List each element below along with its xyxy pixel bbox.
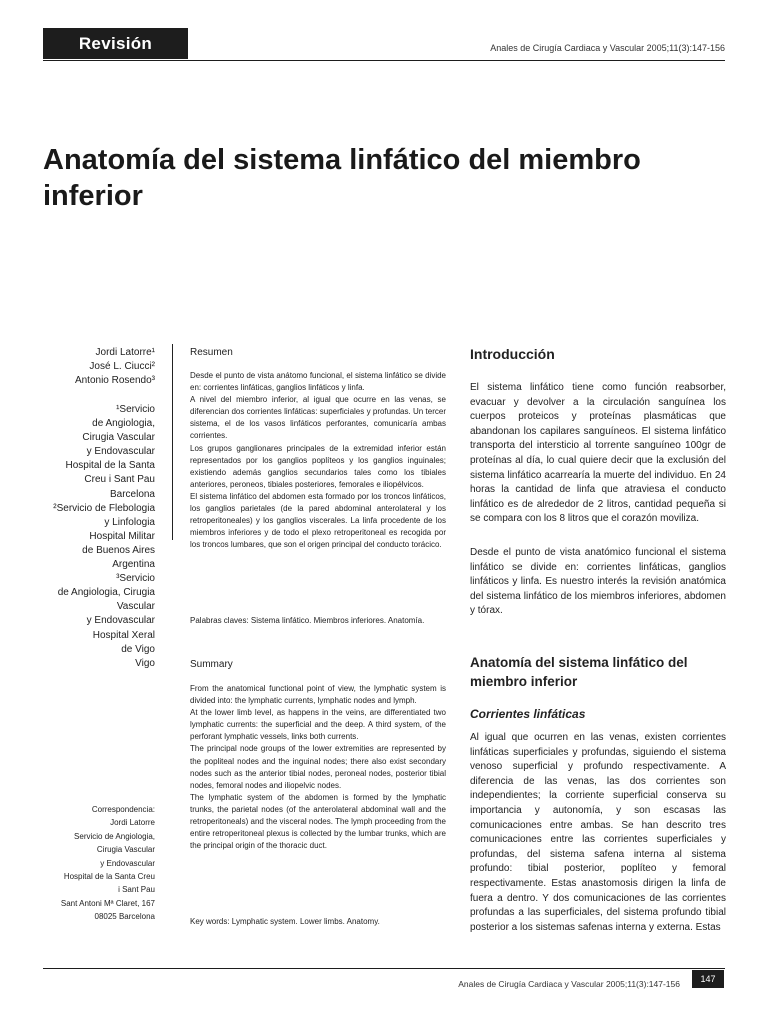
author-list [40,346,155,388]
affiliations [40,403,155,671]
affiliation-line: Hospital Xeral [92,629,155,641]
affiliation-line: Creu i Sant Pau [84,474,155,486]
resumen-body [190,370,446,551]
header-rule [43,60,725,61]
section-tag: Revisión [43,28,188,59]
correspondence-line: Jordi Latorre [110,818,155,828]
section-heading: Anatomía del sistema linfático del miembro inferior [470,655,688,689]
resumen-paragraph: A nivel del miembro inferior, al igual que ocurre en las venas, se diferencian dos corrientes linfáticas: superficiales y profundas. Un tercer sistema, el de los vasos linfáticos perforantes, comunicaría ambas corrientes. [190,395,446,441]
author-name: José L. Ciucci² [89,361,155,372]
summary-body [190,683,446,852]
resumen-heading: Resumen [190,347,233,358]
affiliation-line: Vigo [135,657,155,669]
summary-paragraph: At the lower limb level, as happens in the veins, are differentiated two lymphatic currents: the superficial and the deep. A third system, of the perforant lymphatic vessels, links both currents. [190,708,446,742]
summary-paragraph: From the anatomical functional point of view, the lymphatic system is divided into: the lymphatic currents, lymphatic nodes and lymph. [190,684,446,706]
column-divider [172,344,173,540]
resumen-paragraph: El sistema linfático del abdomen esta formado por los troncos linfáticos, los ganglios parietales (de la pared abdominal anterolateral y los retroperitoneales) y los ganglios viscerales. La linfa procedente de los miembros inferiores y de todo el plexo retroperitoneal es recogida por los troncos lumbares, que son el origen principal del conducto torácico. [190,491,446,550]
affiliation-line: Argentina [112,559,155,571]
introduccion-paragraph-2: Desde el punto de vista anatómico funcional el sistema linfático se divide en: corrientes linfáticas, ganglios linfáticos y linfa. Es nuestro interés la revisión anatómica del sistema linfático de los miembros inferiores, abdomen y tórax. [470,547,726,617]
summary-paragraph: The principal node groups of the lower extremities are represented by the popliteal nodes and the inguinal nodes; there also exist secondary nodes such as the anterior tibial nodes, peroneal nodes, posterior tibial nodes, femoral nodes and iliopelvic nodes. [190,744,446,790]
correspondence-line: Sant Antoni Mª Claret, 167 [60,898,155,908]
affiliation-line: Cirugia Vascular [82,432,155,444]
correspondence-line: Hospital de la Santa Creu [63,872,155,882]
palabras-claves: Palabras claves: Sistema linfático. Miembros inferiores. Anatomía. [190,616,425,625]
introduccion-heading: Introducción [470,346,555,362]
correspondence-line: i Sant Pau [118,885,155,895]
subsection-heading: Corrientes linfáticas [470,707,586,721]
footer-citation: Anales de Cirugía Cardiaca y Vascular 2005;11(3):147-156 [458,979,680,989]
affiliation-line: ³Servicio [116,573,155,585]
affiliation-line: y Endovascular [86,446,155,458]
affiliation-line: Barcelona [109,488,155,500]
introduccion-paragraph-1: El sistema linfático tiene como función reabsorber, evacuar y devolver a la circulación sanguínea los cuerpos proteicos y proteínas plasmáticas que abandonan los capilares sanguíneos. El sistema linfático transporta del intersticio al torrente sanguíneo 100gr de proteínas al día, lo cual quiere decir que la exclusión del sistema linfático acarrearía la muerte del individuo. En 24 horas la cantidad de linfa que atraviesa el conducto linfático es de alrededor de 2 litros, cantidad pequeña si se compara con los 8 litros que el corazón moviliza. [470,382,726,525]
header-citation: Anales de Cirugía Cardiaca y Vascular 2005;11(3):147-156 [490,43,725,53]
author-name: Antonio Rosendo³ [74,375,155,386]
affiliation-line: ²Servicio de Flebologia [53,502,155,514]
affiliation-line: Hospital Militar [89,530,155,542]
affiliation-line: ¹Servicio [116,404,155,415]
affiliation-line: y Linfologia [104,516,155,528]
resumen-paragraph: Los grupos ganglionares principales de la extremidad inferior están representados por los ganglios poplíteos y los ganglios inguinales; existiendo además ganglios secundarios tales como los tibiales anteriores, peroneos, tibiales posteriores, femorales e iliopélvicos. [190,443,446,489]
affiliation-line: de Buenos Aires [82,544,155,556]
affiliation-line: de Angiologia, [92,418,155,430]
correspondence-line: 08025 Barcelona [94,912,155,922]
resumen-paragraph: Desde el punto de vista anátomo funcional, el sistema linfático se divide en: corrientes linfáticas, ganglios linfáticos y linfa. [190,371,446,393]
correspondence [40,803,155,924]
correspondence-line: y Endovascular [100,858,155,868]
summary-paragraph: The lymphatic system of the abdomen is formed by the lymphatic trunks, the parietal nodes (of the anterolateral abdominal wall and the retroperitoneals) and the visceral nodes. The lymph proceeding from the entire retroperitoneal plexus is collected by the lumbar trunks, which are the principal origin of the thoracic duct. [190,792,446,851]
affiliation-line: Vascular [116,601,155,613]
section-paragraph-1: Al igual que ocurren en las venas, existen corrientes linfáticas superficiales y profundas, siguiendo el sistema venoso superficial y profundo respectivamente. A diferencia de las venas, las dos corrientes son independientes; la corriente superficial conserva su importancia y autonomía, y son escasas las comunicaciones entre ambas. Se han descrito tres comunicaciones entre las corrientes superficiales y profundas, del sistema safena interna al sistema profundo: tibial posterior, poplíteo y femoral respectivamente. Estas anastomosis dirigen la linfa de fuera a dentro. Y dos comunicaciones de las corrientes profundas a las superficiales, del sistema profundo tibial posterior a los sistemas safenas interna y externa. Estas [470,732,726,933]
affiliation-line: de Angiologia, Cirugia [57,587,155,599]
affiliation-line: Hospital de la Santa [65,460,155,472]
key-words: Key words: Lymphatic system. Lower limbs. Anatomy. [190,917,380,926]
correspondence-line: Servicio de Angiologia, [74,831,155,841]
correspondence-line: Cirugia Vascular [96,845,155,855]
affiliation-line: de Vigo [121,643,155,655]
page-number: 147 [692,970,724,988]
author-name: Jordi Latorre¹ [95,347,155,358]
summary-heading: Summary [190,659,233,670]
article-title: Anatomía del sistema linfático del miembro inferior [43,144,641,212]
affiliation-line: y Endovascular [86,615,155,627]
footer-rule [43,968,725,969]
correspondence-line: Correspondencia: [91,805,155,814]
